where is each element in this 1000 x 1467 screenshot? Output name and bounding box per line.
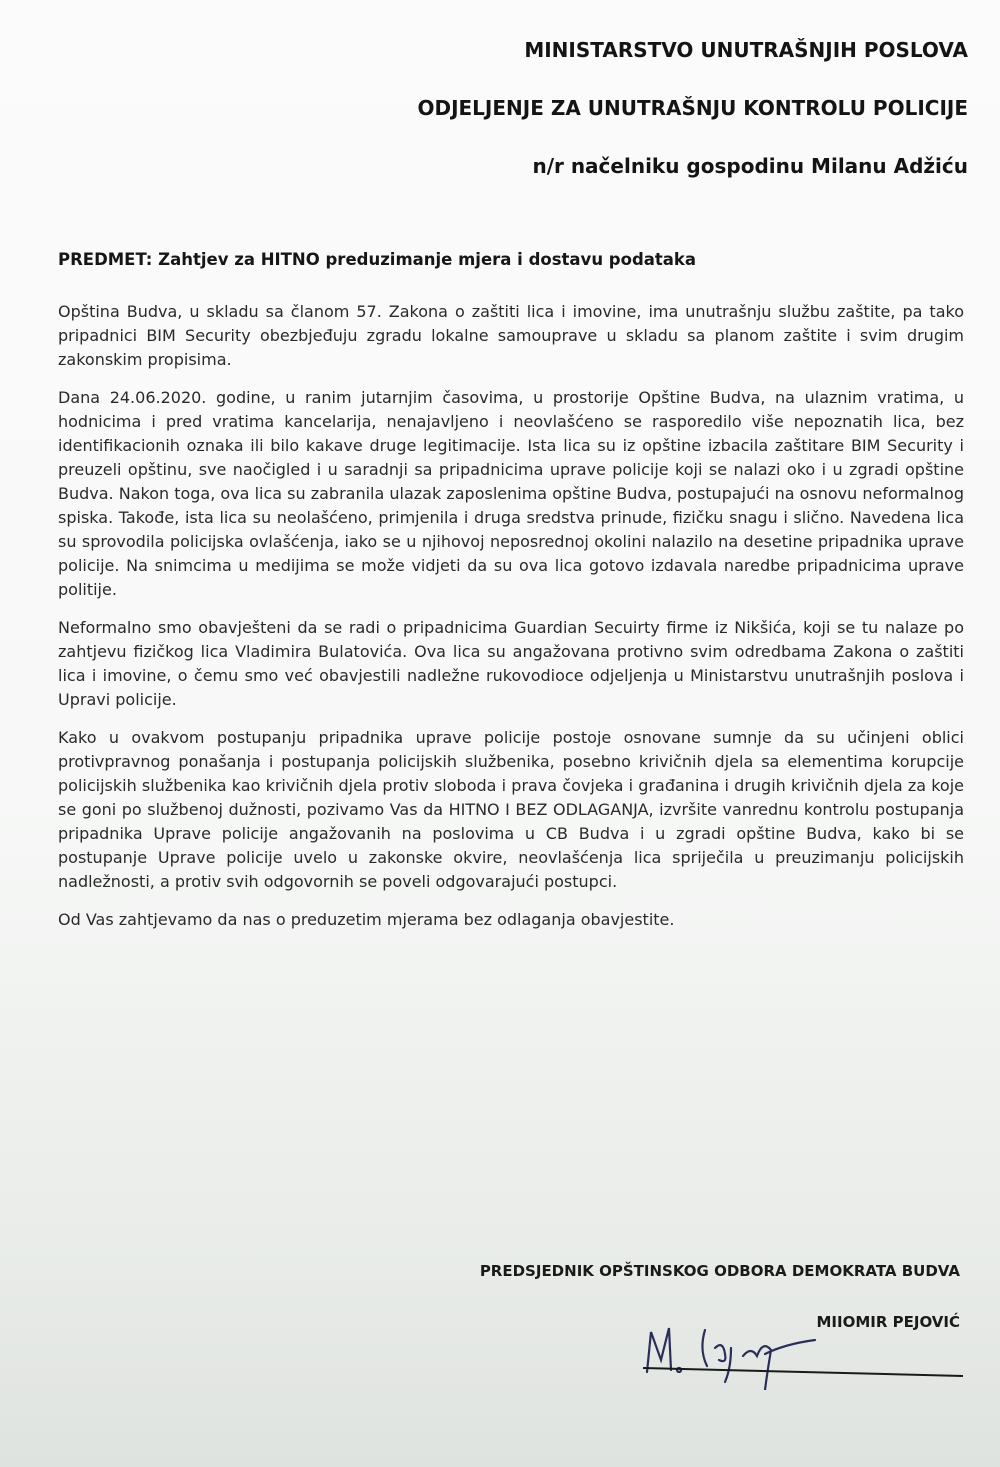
- paragraph: Neformalno smo obavješteni da se radi o pripadnicima Guardian Secuirty firme iz Nikšića, koji se tu nalaze po zahtjevu fizičkog lica Vladimira Bulatovića. Ova lica su angažovana protivno svim odredbama Zakona o zaštiti lica i imovine, o čemu smo već obavjestili nadležne rukovodioce odjeljenja u Ministarstvu unutrašnjih poslova i Upravi policije.: [58, 618, 964, 709]
- ministry-name: MINISTARSTVO UNUTRAŠNJIH POSLOVA: [524, 38, 968, 62]
- paragraph: Kako u ovakvom postupanju pripadnika uprave policije postoje osnovane sumnje da su učinjeni oblici protivpravnog ponašanja i postupanja policijskih službenika, posebno krivičnih djela sa elementima korupcije policijskih službenika kao krivičnih djela protiv sloboda i prava čovjeka i građanina i drugih krivičnih djela za koje se goni po službenoj dužnosti, pozivamo Vas da HITNO I BEZ ODLAGANJA, izvršite vanrednu kontrolu postupanja pripadnika Uprave policije angažovanih na poslovima u CB Budva i u zgradi opštine Budva, kako bi se postupanje Uprave policije uvelo u zakonske okvire, neovlašćenja lica spriječila u preuzimanju policijskih nadležnosti, a protiv svih odgovornih se poveli odgovarajući postupci.: [58, 728, 964, 891]
- paragraph: Od Vas zahtjevamo da nas o preduzetim mjerama bez odlaganja obavjestite.: [58, 910, 675, 929]
- letter-header: [417, 30, 968, 204]
- handwritten-signature: [635, 1310, 965, 1390]
- signatory-title: PREDSJEDNIK OPŠTINSKOG ODBORA DEMOKRATA BUDVA: [479, 1262, 960, 1280]
- letter-body: [58, 300, 964, 946]
- paragraph: Opština Budva, u skladu sa članom 57. Zakona o zaštiti lica i imovine, ima unutrašnju službu zaštite, pa tako pripadnici BIM Security obezbjeđuju zgradu lokalne samouprave u skladu sa planom zaštite i svim drugim zakonskim propisima.: [58, 302, 964, 369]
- signatory-name: MIIOMIR PEJOVIĆ: [816, 1313, 960, 1331]
- addressee: n/r načelniku gospodinu Milanu Adžiću: [532, 154, 968, 178]
- subject-line: PREDMET: Zahtjev za HITNO preduzimanje mjera i dostavu podataka: [58, 250, 697, 269]
- paragraph: Dana 24.06.2020. godine, u ranim jutarnjim časovima, u prostorije Opštine Budva, na ulaznim vratima, u hodnicima i pred vratima kancelarija, nenajavljeno i neovlašćeno se rasporedilo više nepoznatih lica, bez identifikacionih oznaka ili bilo kakave druge legitimacije. Ista lica su iz opštine izbacila zaštitare BIM Security i preuzeli opštinu, sve naočigled i u saradnji sa pripadnicima uprave policije koji se nalazi oko i u zgradi opštine Budva. Nakon toga, ova lica su zabranila ulazak zaposlenima opštine Budva, postupajući na osnovu neformalnog spiska. Takođe, ista lica su neolašćeno, primjenila i druga sredstva prinude, fizičku snagu i slično. Navedena lica su sprovodila policijska ovlašćenja, iako se u njihovoj neposrednoj okolini nalazilo na desetine pripadnika uprave policije. Na snimcima u medijima se može vidjeti da su ova lica gotovo izdavala naredbe pripadnicima uprave politije.: [58, 388, 964, 599]
- signature-stroke: [647, 1328, 815, 1390]
- signature-line: [643, 1368, 963, 1376]
- department-name: ODJELJENJE ZA UNUTRAŠNJU KONTROLU POLICIJE: [417, 96, 968, 120]
